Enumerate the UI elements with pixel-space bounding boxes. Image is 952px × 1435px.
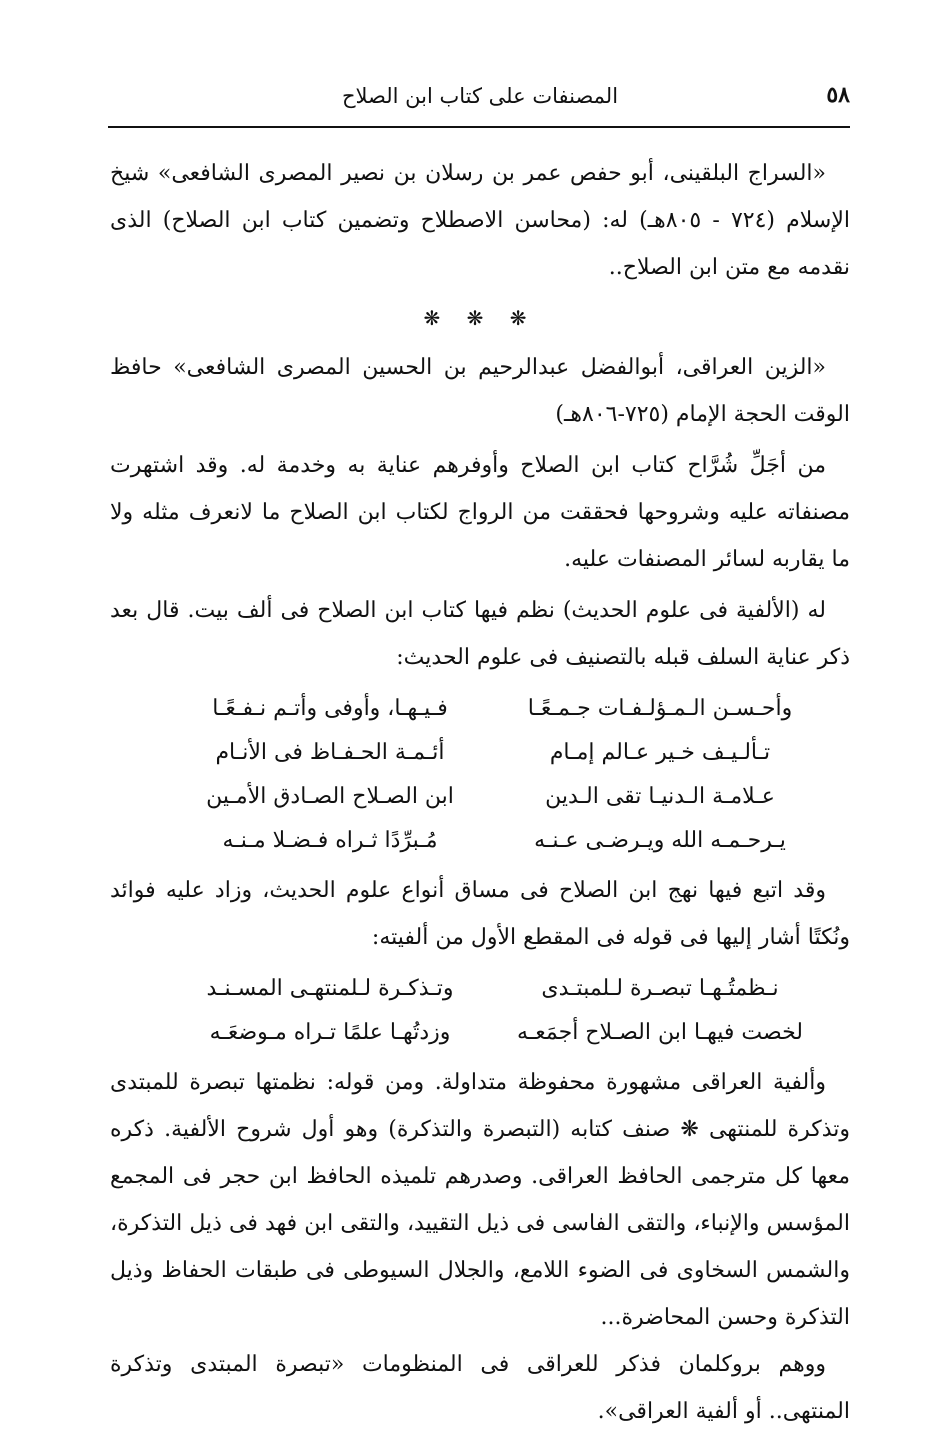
verse-hemistich: تـألـيـف خـير عـالم إمـام xyxy=(549,740,771,765)
paragraph-brockelmann: ووهم بروكلمان فذكر للعراقى فى المنظومات «تبصرة المبتدى وتذكرة المنتهى.. أو ألفية العراقى». xyxy=(110,1352,850,1424)
section-separator: ❋ ❋ ❋ xyxy=(423,306,537,330)
poem-verse xyxy=(110,1011,850,1055)
poem-verse xyxy=(110,967,850,1011)
verse-hemistich: ابن الصـلاح الصـادق الأمـين xyxy=(206,784,454,809)
paragraph-bulqini: «السراج البلقينى، أبو حفص عمر بن رسلان بن نصير المصرى الشافعى» شيخ الإسلام (٧٢٤ - ٨٠٥هـ) له: (محاسن الاصطلاح وتضمين كتاب ابن الصلاح) الذى نقدمه مع متن ابن الصلاح.. xyxy=(110,161,850,280)
paragraph-fame: وألفية العراقى مشهورة محفوظة متداولة. ومن قوله: نظمتها تبصرة للمبتدى وتذكرة للمنتهى ❋ صنف كتابه (التبصرة والتذكرة) وهو أول شروح الألفية. ذكره معها كل مترجمى الحافظ العراقى. وصدرهم تلميذه الحافظ ابن حجر فى المجمع المؤسس والإنباء، والتقى الفاسى فى ذيل التقييد، والتقى ابن فهد فى ذيل التذكرة، والشمس السخاوى فى الضوء اللامع، والجلال السيوطى فى طبقات الحفاظ وذيل التذكرة وحسن المحاضرة... xyxy=(110,1070,850,1330)
paragraph-method: وقد اتبع فيها نهج ابن الصلاح فى مساق أنواع علوم الحديث، وزاد عليه فوائد ونُكتًا أشار إليها فى قوله فى المقطع الأول من ألفيته: xyxy=(110,878,850,950)
verse-hemistich: وتـذكـرة لـلمنتهـى المسـنـد xyxy=(206,976,454,1001)
paragraph-alfiyya: له (الألفية فى علوم الحديث) نظم فيها كتاب ابن الصلاح فى ألف بيت. قال بعد ذكر عناية السلف قبله بالتصنيف فى علوم الحديث: xyxy=(110,598,850,670)
header-rule xyxy=(108,126,850,128)
poem-block-1 xyxy=(110,687,850,863)
verse-hemistich: نـظمتُـهـا تبصـرة لـلمبتـدى xyxy=(541,976,779,1001)
poem-verse xyxy=(110,687,850,731)
verse-hemistich: فـيـهـا، وأوفى وأتـم نـفـعًـا xyxy=(212,696,448,721)
paragraph-iraqi-intro: من أجَلِّ شُرَّاح كتاب ابن الصلاح وأوفرهم عناية به وخدمة له. وقد اشتهرت مصنفاته عليه وشروحها فحققت من الرواج لكتاب ابن الصلاح ما لانعرف مثله ولا ما يقاربه لسائر المصنفات عليه. xyxy=(110,453,850,572)
verse-hemistich: وزدتُهـا علمًا تـراه مـوضعَـه xyxy=(209,1020,451,1045)
page-body xyxy=(110,150,850,1435)
poem-verse xyxy=(110,775,850,819)
page-number: ٥٨ xyxy=(826,82,850,108)
verse-hemistich: يـرحـمـه الله ويـرضـى عـنـه xyxy=(534,828,786,853)
poem-verse xyxy=(110,731,850,775)
verse-hemistich: وأحـسـن الـمـؤلـفـات جـمـعًـا xyxy=(527,696,793,721)
poem-block-2 xyxy=(110,967,850,1055)
paragraph-iraqi-heading: «الزين العراقى، أبوالفضل عبدالرحيم بن الحسين المصرى الشافعى» حافظ الوقت الحجة الإمام (٧٢٥-٨٠٦هـ) xyxy=(110,355,850,427)
verse-hemistich: مُـبرِّدًا ثـراه فـضـلا مـنـه xyxy=(222,828,438,853)
verse-hemistich: لخصت فيهـا ابن الصـلاح أجمَعـه xyxy=(517,1020,803,1045)
running-title: المصنفات على كتاب ابن الصلاح xyxy=(341,84,619,108)
verse-hemistich: أئـمـة الحـفـاظ فى الأنـام xyxy=(215,740,445,765)
poem-verse xyxy=(110,819,850,863)
page-header xyxy=(110,82,850,122)
verse-hemistich: عـلامـة الـدنيـا تقى الـدين xyxy=(545,784,775,809)
